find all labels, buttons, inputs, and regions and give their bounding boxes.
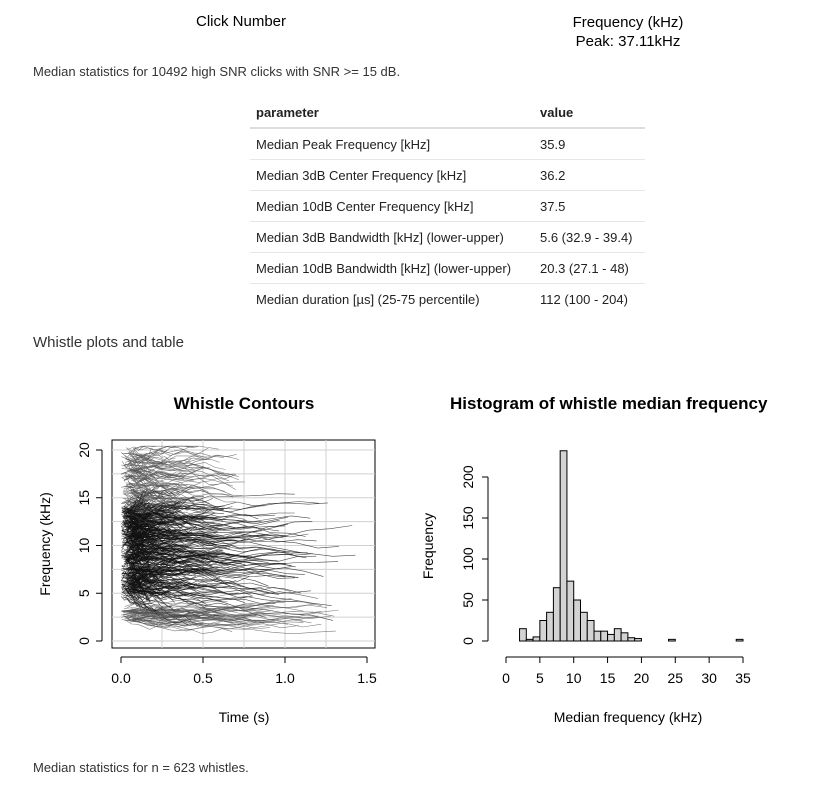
histogram-bar (567, 581, 574, 641)
x-tick-label: 0.0 (111, 670, 131, 686)
histogram-bar (601, 631, 608, 641)
click-summary: Median statistics for 10492 high SNR clicks with SNR >= 15 dB. (33, 64, 401, 79)
x-axis (111, 657, 377, 686)
frequency-caption-peak: Peak: 37.11kHz (575, 33, 681, 50)
value-cell: 36.2 (534, 160, 645, 191)
y-axis (460, 465, 488, 645)
y-tick-label: 5 (76, 589, 92, 598)
column-header-parameter: parameter (250, 97, 534, 128)
histogram-bar (635, 639, 642, 641)
table-row (250, 284, 645, 315)
x-tick-label: 15 (599, 670, 616, 686)
histogram-bar (736, 639, 743, 641)
histogram-bar (628, 638, 635, 641)
table-row (250, 222, 645, 253)
table-header-row (250, 97, 645, 128)
x-tick-label: 0 (502, 670, 510, 686)
parameter-cell: Median 10dB Center Frequency [kHz] (250, 191, 534, 222)
histogram-bar (608, 634, 615, 641)
chart-title: Histogram of whistle median frequency (450, 394, 768, 413)
histogram-bar (540, 621, 547, 642)
x-tick-label: 10 (565, 670, 582, 686)
histogram-bar (669, 639, 676, 641)
y-axis-label: Frequency (kHz) (37, 492, 53, 596)
whistle-section-title: Whistle plots and table (33, 334, 184, 351)
value-cell: 37.5 (534, 191, 645, 222)
frequency-caption (540, 13, 716, 51)
histogram-chart (420, 394, 768, 725)
histogram-bar (574, 600, 581, 641)
chart-title: Whistle Contours (173, 394, 315, 413)
x-tick-label: 0.5 (193, 670, 213, 686)
y-axis-label: Frequency (420, 512, 436, 580)
table-row (250, 160, 645, 191)
histogram-bar (580, 612, 587, 641)
y-axis (76, 442, 102, 645)
y-tick-label: 0 (460, 637, 476, 645)
parameter-cell: Median 3dB Center Frequency [kHz] (250, 160, 534, 191)
table-row (250, 253, 645, 284)
whistle-plots (0, 380, 829, 750)
parameter-cell: Median 10dB Bandwidth [kHz] (lower-upper) (250, 253, 534, 284)
table-row (250, 128, 645, 160)
whistle-summary: Median statistics for n = 623 whistles. (33, 760, 249, 775)
value-cell: 5.6 (32.9 - 39.4) (534, 222, 645, 253)
value-cell: 20.3 (27.1 - 48) (534, 253, 645, 284)
x-axis-label: Time (s) (218, 709, 270, 725)
x-tick-label: 5 (535, 670, 544, 686)
y-tick-label: 200 (460, 465, 476, 489)
histogram-bar (587, 621, 594, 642)
histogram-bar (560, 451, 567, 641)
table-row (250, 191, 645, 222)
x-tick-label: 20 (633, 670, 650, 686)
whistle-contours-chart (37, 394, 377, 725)
x-tick-label: 1.5 (357, 670, 377, 686)
y-tick-label: 20 (76, 442, 92, 458)
histogram-bar (614, 629, 621, 641)
x-axis (502, 657, 751, 686)
value-cell: 35.9 (540, 136, 566, 152)
click-number-caption: Click Number (196, 13, 287, 30)
y-tick-label: 10 (76, 537, 92, 554)
histogram-bar (594, 631, 601, 641)
x-tick-label: 1.0 (275, 670, 295, 686)
y-tick-label: 50 (460, 592, 476, 608)
value-cell: 112 (100 - 204) (534, 284, 645, 315)
parameter-cell: Median duration [µs] (25-75 percentile) (250, 284, 534, 315)
y-tick-label: 100 (460, 547, 476, 571)
y-tick-label: 15 (76, 489, 92, 506)
histogram-bar (621, 633, 628, 641)
histogram-bars (520, 451, 743, 641)
x-tick-label: 25 (667, 670, 684, 686)
y-tick-label: 0 (76, 637, 92, 645)
parameter-cell: Median 3dB Bandwidth [kHz] (lower-upper) (250, 222, 534, 253)
x-axis-label: Median frequency (kHz) (553, 709, 703, 725)
histogram-bar (547, 612, 554, 641)
y-tick-label: 150 (460, 506, 476, 530)
histogram-bar (526, 639, 533, 641)
histogram-bar (533, 637, 540, 641)
column-header-value: value (534, 97, 645, 128)
frequency-caption-line1: Frequency (kHz) (572, 14, 684, 31)
x-tick-label: 30 (701, 670, 717, 686)
parameter-cell: Median Peak Frequency [kHz] (256, 136, 431, 152)
histogram-bar (553, 588, 560, 641)
click-stats-table (250, 97, 645, 314)
x-tick-label: 35 (735, 670, 751, 686)
histogram-bar (520, 629, 527, 641)
